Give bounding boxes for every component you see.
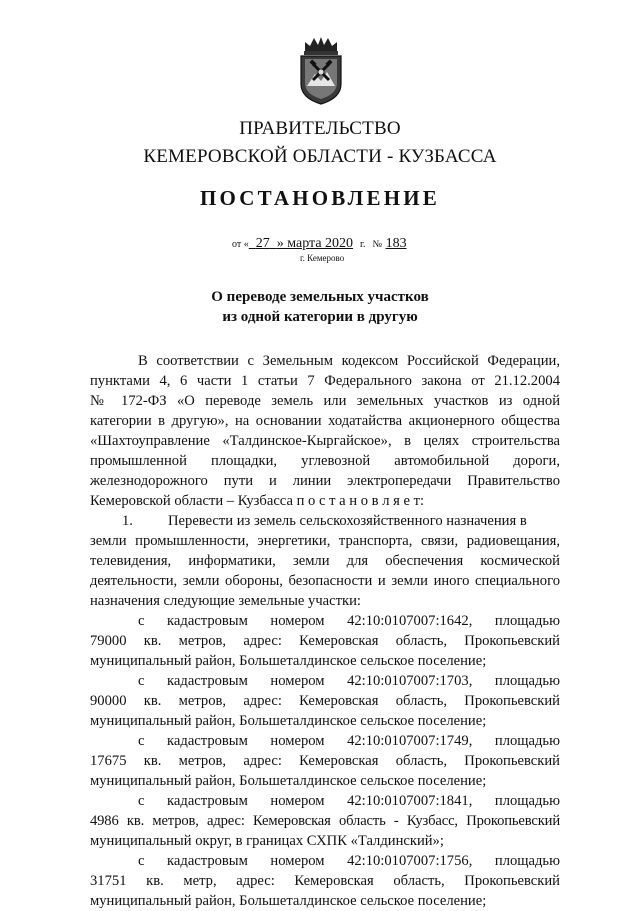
city-name: г. Кемерово xyxy=(300,253,345,263)
preamble-line: В соответствии с Земельным кодексом Российской Федерации, xyxy=(138,353,560,369)
preamble-line: № 172-ФЗ «О переводе земель или земельных участков из одной xyxy=(90,393,560,409)
kuzbass-coat-of-arms-icon xyxy=(297,36,345,106)
date-line xyxy=(232,236,407,252)
item-1-first-line xyxy=(90,511,560,531)
parcel-line: 90000 кв. метров, адрес: Кемеровская область, Прокопьевский xyxy=(90,693,560,709)
item-1-line: деятельности, земли обороны, безопасности и земли иного специального xyxy=(90,573,560,589)
parcel-line: 17675 кв. метров, адрес: Кемеровская область, Прокопьевский xyxy=(90,753,560,769)
subject-line-1: О переводе земельных участков xyxy=(211,289,429,305)
preamble-line: категории в другую», на основании ходатайства акционерного общества xyxy=(90,413,560,429)
parcel-line: муниципальный округ, в границах СХПК «Талдинский»; xyxy=(90,833,444,849)
parcel-line: муниципальный район, Большеталдинское сельское поселение; xyxy=(90,713,487,729)
parcel-line: с кадастровым номером 42:10:0107007:1703, площадью xyxy=(138,673,560,689)
government-title: ПРАВИТЕЛЬСТВО xyxy=(239,118,401,139)
parcel-line: 4986 кв. метров, адрес: Кемеровская область - Кузбасс, Прокопьевский xyxy=(90,813,560,829)
parcel-line: 31751 кв. метр, адрес: Кемеровская область, Прокопьевский xyxy=(90,873,560,889)
item-1-line: земли промышленности, энергетики, транспорта, связи, радиовещания, xyxy=(90,533,560,549)
preamble-line: промышленной площадки, углевозной автомобильной дороги, xyxy=(90,453,560,469)
date-prefix: от « xyxy=(232,239,249,250)
parcel-line: 79000 кв. метров, адрес: Кемеровская область, Прокопьевский xyxy=(90,633,560,649)
parcel-line: муниципальный район, Большеталдинское сельское поселение; xyxy=(90,653,487,669)
number-prefix: № xyxy=(372,239,383,250)
document-type: ПОСТАНОВЛЕНИЕ xyxy=(199,186,441,210)
parcel-line: муниципальный район, Большеталдинское сельское поселение; xyxy=(90,893,487,909)
region-title: КЕМЕРОВСКОЙ ОБЛАСТИ - КУЗБАССА xyxy=(143,146,497,167)
preamble-line: пунктами 4, 6 части 1 статьи 7 Федерального закона от 21.12.2004 xyxy=(90,373,560,389)
parcel-line: с кадастровым номером 42:10:0107007:1642, площадью xyxy=(138,613,560,629)
preamble-line: Кемеровской области – Кузбасса п о с т а н о в л я е т: xyxy=(90,493,425,509)
parcel-line: с кадастровым номером 42:10:0107007:1749, площадью xyxy=(138,733,560,749)
date-month-year: » марта 2020 xyxy=(276,236,354,251)
item-1-line: телевидения, информатики, земли для обеспечения космической xyxy=(90,553,560,569)
year-suffix: г. xyxy=(360,239,366,250)
parcel-line: с кадастровым номером 42:10:0107007:1756, площадью xyxy=(138,853,560,869)
item-1-text: Перевести из земель сельскохозяйственного назначения в xyxy=(168,513,527,529)
decree-number: 183 xyxy=(385,236,407,251)
preamble-line: «Шахтоуправление «Талдинское-Кыргайское», в целях строительства xyxy=(90,433,560,449)
item-1-line: назначения следующие земельные участки: xyxy=(90,593,361,609)
date-day: 27 xyxy=(255,236,270,251)
item-1-number: 1. xyxy=(122,513,133,529)
preamble-line: железнодорожного пути и линии электропередачи Правительство xyxy=(90,473,560,489)
subject-line-2: из одной категории в другую xyxy=(222,309,418,325)
parcel-line: с кадастровым номером 42:10:0107007:1841, площадью xyxy=(138,793,560,809)
decree-body xyxy=(90,351,560,911)
parcel-line: муниципальный район, Большеталдинское сельское поселение; xyxy=(90,773,487,789)
decree-subject xyxy=(0,287,640,327)
